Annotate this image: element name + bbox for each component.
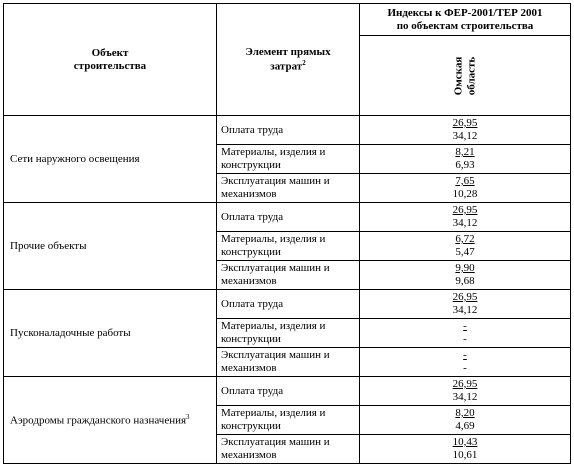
cost-element-line: Эксплуатация машин и (221, 262, 330, 275)
cost-element-cell (217, 290, 360, 319)
index-value-top-line (360, 175, 570, 188)
cost-element-line: Оплата труда (221, 123, 284, 136)
cost-element-cell (217, 203, 360, 232)
index-value-top: - (463, 319, 467, 332)
cost-element-line: Оплата труда (221, 384, 284, 397)
index-value-cell (360, 116, 571, 145)
header-element-text: затрат (270, 60, 303, 73)
cost-element-line: конструкции (221, 159, 281, 171)
cost-element-cell (217, 377, 360, 406)
index-value-bottom: 10,28 (452, 188, 478, 200)
index-value-top-line (360, 117, 570, 130)
index-value-bottom: 34,12 (452, 130, 478, 142)
cost-element-line: конструкции (221, 246, 281, 258)
index-value-cell (360, 290, 571, 319)
table-row (4, 116, 571, 145)
index-value-top-line (360, 262, 570, 275)
cost-element-cell (217, 319, 360, 348)
index-value-top: 26,95 (452, 203, 478, 216)
region-line-1: Омская (452, 56, 465, 95)
index-value-bottom: 10,61 (452, 449, 478, 461)
index-value-bottom: 34,12 (452, 304, 478, 316)
index-value-cell (360, 406, 571, 435)
table-row (4, 203, 571, 232)
cost-element-line: механизмов (221, 275, 277, 287)
cost-element-line: Материалы, изделия и (221, 407, 326, 420)
cost-element-cell (217, 348, 360, 377)
object-footnote-marker: 3 (186, 413, 190, 422)
index-value-cell (360, 145, 571, 174)
header-index-title (360, 4, 571, 36)
cost-element-line: Эксплуатация машин и (221, 175, 330, 188)
object-name: Аэродромы гражданского назначения (10, 414, 187, 427)
object-cell (4, 203, 217, 290)
index-value-bottom: 9,68 (455, 275, 475, 287)
table-row (4, 377, 571, 406)
index-value-cell (360, 377, 571, 406)
object-name: Сети наружного освещения (10, 153, 140, 165)
cost-element-cell (217, 261, 360, 290)
object-cell (4, 377, 217, 464)
index-value-bottom: - (463, 362, 467, 374)
index-value-cell (360, 435, 571, 464)
header-object (4, 4, 217, 116)
cost-element-cell (217, 435, 360, 464)
cost-element-line: Эксплуатация машин и (221, 349, 330, 362)
index-value-cell (360, 232, 571, 261)
index-value-top-line (360, 349, 570, 362)
index-value-top: 26,95 (452, 116, 478, 129)
cost-element-cell (217, 145, 360, 174)
cost-element-line: конструкции (221, 420, 281, 432)
cost-element-line: механизмов (221, 362, 277, 374)
index-value-top-line (360, 436, 570, 449)
header-element (217, 4, 360, 116)
object-cell (4, 116, 217, 203)
object-name: Прочие объекты (10, 240, 87, 252)
index-value-cell (360, 348, 571, 377)
table-row (4, 290, 571, 319)
header-object-line-2: строительства (73, 59, 147, 72)
cost-element-line: механизмов (221, 449, 277, 461)
object-cell (4, 290, 217, 377)
index-value-bottom: 4,69 (455, 420, 475, 432)
index-value-top: 10,43 (452, 435, 478, 448)
index-value-top: 9,90 (455, 261, 475, 274)
index-value-bottom: - (463, 333, 467, 345)
index-value-bottom: 6,93 (455, 159, 475, 171)
index-value-top: 26,95 (452, 290, 478, 303)
header-object-line-1: Объект (91, 46, 129, 59)
header-index-line-2: по объектам строительства (396, 19, 534, 32)
index-value-top: 26,95 (452, 377, 478, 390)
header-index-line-1: Индексы к ФЕР-2001/ТЕР 2001 (387, 6, 543, 19)
object-name: Пусконаладочные работы (10, 327, 131, 339)
cost-element-line: Материалы, изделия и (221, 233, 326, 246)
index-value-top: 8,21 (455, 145, 475, 158)
header-element-line-1: Элемент прямых (245, 46, 331, 59)
index-value-cell (360, 174, 571, 203)
index-value-top: 8,20 (455, 406, 475, 419)
index-value-top-line (360, 233, 570, 246)
index-value-bottom: 34,12 (452, 217, 478, 229)
header-element-line-2 (217, 59, 359, 73)
index-value-top: 7,65 (455, 174, 475, 187)
index-value-top: 6,72 (455, 232, 475, 245)
construction-index-table (3, 3, 571, 464)
index-value-bottom: 5,47 (455, 246, 475, 258)
cost-element-cell (217, 232, 360, 261)
index-value-cell (360, 261, 571, 290)
index-value-top-line (360, 204, 570, 217)
index-value-top-line (360, 407, 570, 420)
cost-element-line: Оплата труда (221, 297, 284, 310)
index-value-top-line (360, 291, 570, 304)
cost-element-line: Оплата труда (221, 210, 284, 223)
footnote-marker: 2 (302, 58, 306, 67)
cost-element-cell (217, 174, 360, 203)
header-region (360, 36, 571, 116)
cost-element-line: механизмов (221, 188, 277, 200)
header-row-top (4, 4, 571, 36)
index-value-top-line (360, 146, 570, 159)
cost-element-cell (217, 116, 360, 145)
cost-element-line: Материалы, изделия и (221, 146, 326, 159)
region-label (452, 56, 477, 95)
cost-element-line: конструкции (221, 333, 281, 345)
index-value-cell (360, 203, 571, 232)
region-line-2: область (465, 56, 477, 95)
index-value-bottom: 34,12 (452, 391, 478, 403)
index-value-top-line (360, 378, 570, 391)
cost-element-line: Эксплуатация машин и (221, 436, 330, 449)
index-value-top: - (463, 348, 467, 361)
index-value-top-line (360, 320, 570, 333)
table-body (4, 4, 571, 464)
index-value-cell (360, 319, 571, 348)
cost-element-cell (217, 406, 360, 435)
cost-element-line: Материалы, изделия и (221, 320, 326, 333)
